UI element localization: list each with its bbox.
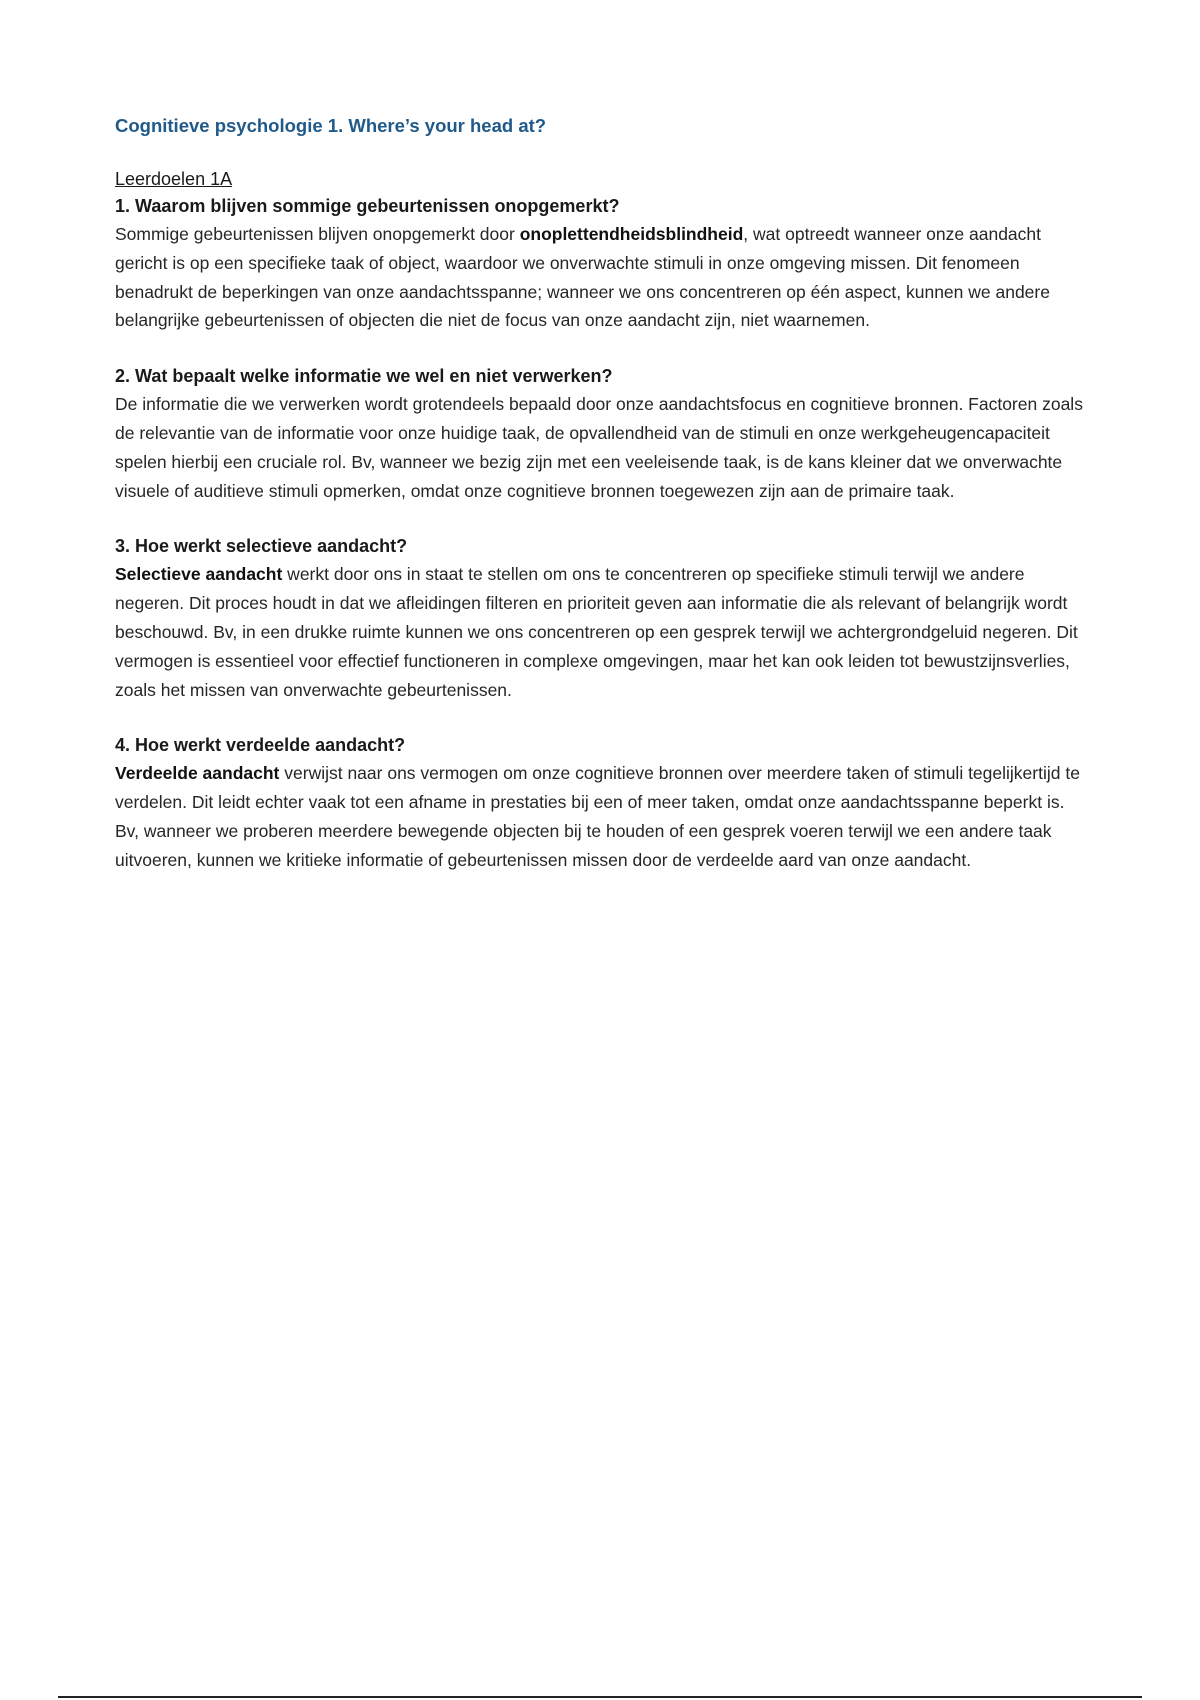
section-4 [115,731,1090,874]
key-term: onoplettendheidsblindheid [519,224,744,244]
section-1 [115,192,1090,335]
answer-paragraph [115,759,1090,874]
section-3 [115,532,1090,704]
page-title: Cognitieve psychologie 1. Where’s your head at? [115,115,547,136]
answer-paragraph [115,390,1090,505]
key-term: Verdeelde aandacht [115,763,280,784]
learning-goals-subtitle: Leerdoelen 1A [115,169,233,189]
answer-text: Sommige gebeurtenissen blijven onopgemerkt door [115,224,520,244]
answer-text: , wat optreedt wanneer onze aandacht gericht is op een specifieke taak of object, waardoor we onverwachte stimuli in onze omgeving missen. Dit fenomeen benadrukt de beperkingen van onze aandachtsspanne; wanneer we ons concentreren op één aspect, kunnen we andere belangrijke gebeurtenissen of objecten die niet de focus van onze aandacht zijn, niet waarnemen. [115,224,1050,331]
section-2 [115,362,1090,505]
page-bottom-divider [58,1696,1142,1698]
question-heading: 2. Wat bepaalt welke informatie we wel en niet verwerken? [115,366,613,387]
key-term: Selectieve aandacht [115,564,283,585]
answer-text: De informatie die we verwerken wordt grotendeels bepaald door onze aandachtsfocus en cognitieve bronnen. Factoren zoals de relevantie van de informatie voor onze huidige taak, de opvallendheid van de stimuli en onze werkgeheugencapaciteit spelen hierbij een cruciale rol. Bv, wanneer we bezig zijn met een veeleisende taak, is de kans kleiner dat we onverwachte visuele of auditieve stimuli opmerken, omdat onze cognitieve bronnen toegewezen zijn aan de primaire taak. [115,394,1083,501]
question-heading: 1. Waarom blijven sommige gebeurtenissen onopgemerkt? [115,196,620,216]
document-page [115,114,1090,902]
answer-paragraph [115,560,1090,704]
answer-paragraph [115,220,1090,335]
question-heading: 3. Hoe werkt selectieve aandacht? [115,536,408,557]
answer-text: werkt door ons in staat te stellen om ons te concentreren op specifieke stimuli terwijl we andere negeren. Dit proces houdt in dat we afleidingen filteren en prioriteit geven aan informatie die als relevant of belangrijk wordt beschouwd. Bv, in een drukke ruimte kunnen we ons concentreren op een gesprek terwijl we achtergrondgeluid negeren. Dit vermogen is essentieel voor effectief functioneren in complexe omgevingen, maar het kan ook leiden tot bewustzijnsverlies, zoals het missen van onverwachte gebeurtenissen. [115,564,1078,700]
answer-text: verwijst naar ons vermogen om onze cognitieve bronnen over meerdere taken of stimuli tegelijkertijd te verdelen. Dit leidt echter vaak tot een afname in prestaties bij een of meer taken, omdat onze aandachtsspanne beperkt is. Bv, wanneer we proberen meerdere bewegende objecten bij te houden of een gesprek voeren terwijl we een andere taak uitvoeren, kunnen we kritieke informatie of gebeurtenissen missen door de verdeelde aard van onze aandacht. [115,763,1080,870]
question-heading: 4. Hoe werkt verdeelde aandacht? [115,735,406,756]
